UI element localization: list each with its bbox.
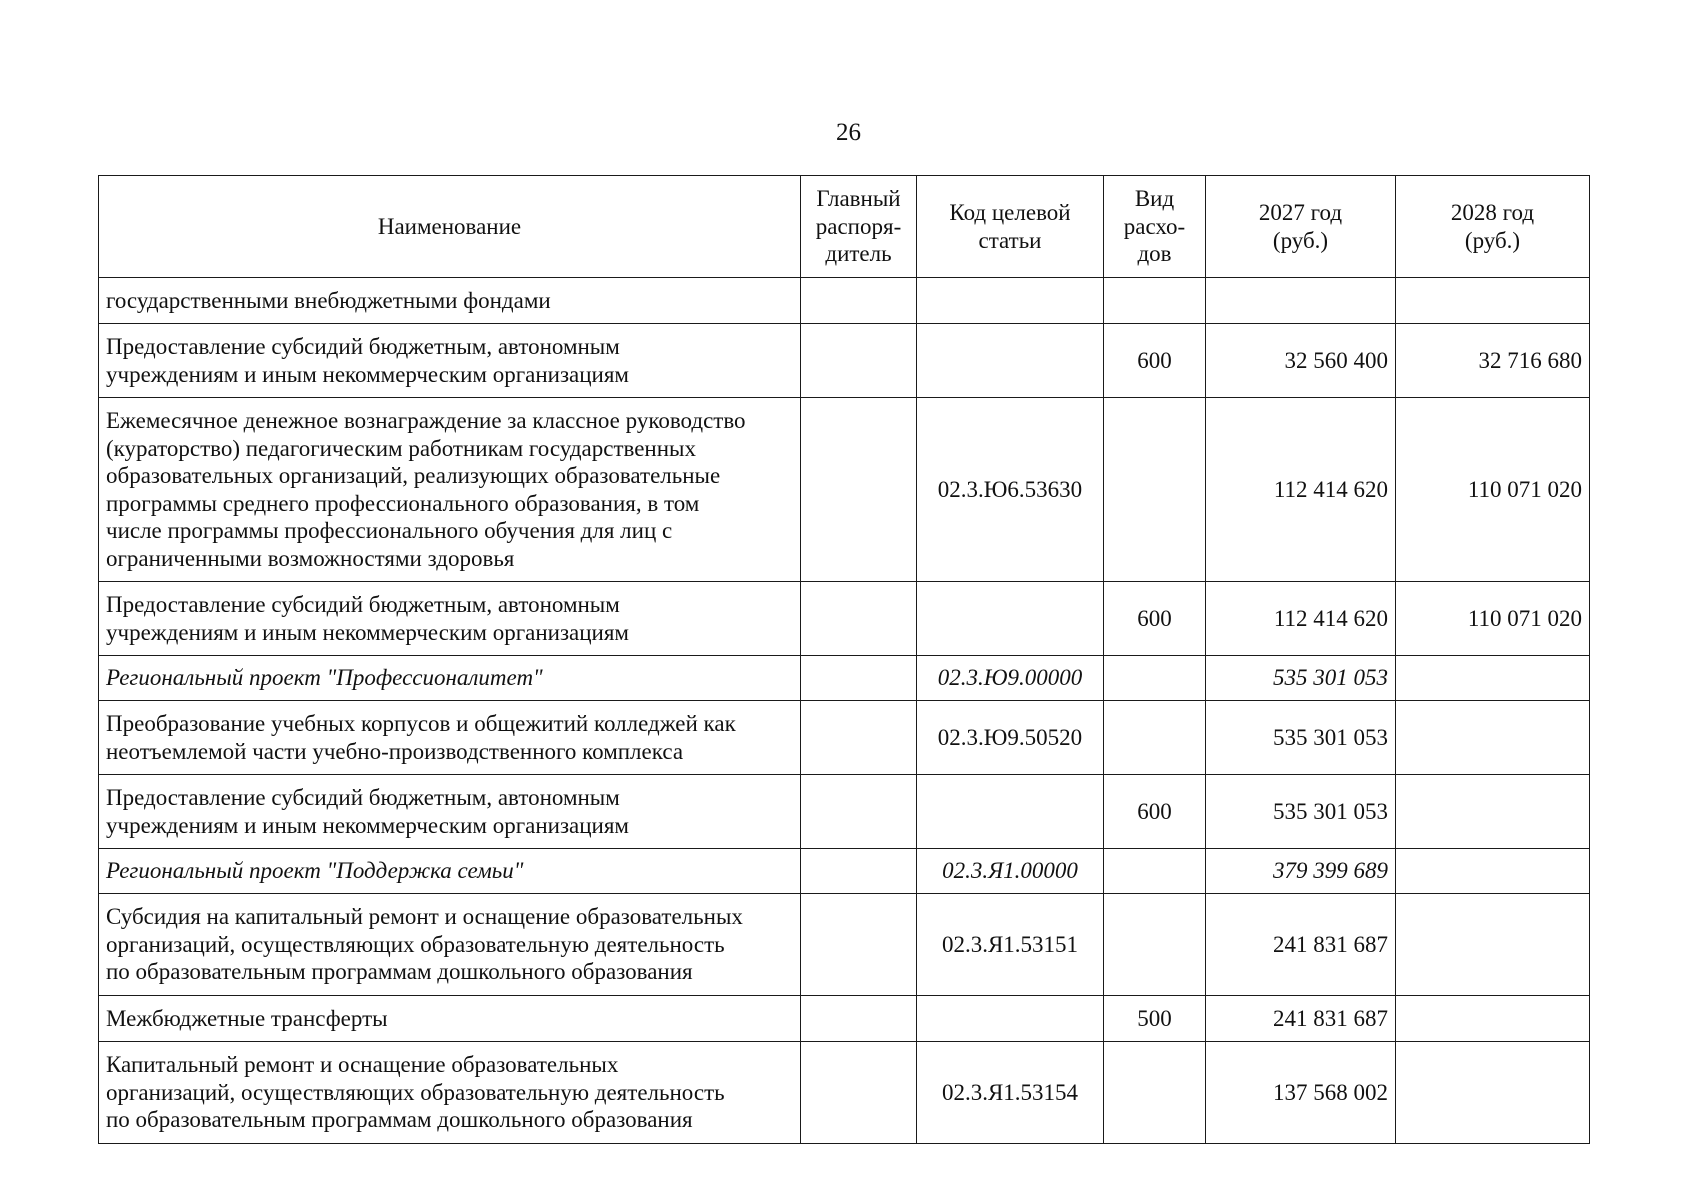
year-2027-cell: 379 399 689 bbox=[1206, 849, 1396, 894]
year-2027-cell: 112 414 620 bbox=[1206, 582, 1396, 656]
table-row bbox=[99, 775, 1590, 849]
target-code-cell bbox=[917, 278, 1104, 324]
target-code-cell: 02.3.Я1.00000 bbox=[917, 849, 1104, 894]
target-code-cell: 02.3.Ю9.00000 bbox=[917, 656, 1104, 701]
target-code-cell bbox=[917, 324, 1104, 398]
main-manager-cell bbox=[801, 894, 917, 996]
main-manager-cell bbox=[801, 278, 917, 324]
year-2027-cell bbox=[1206, 278, 1396, 324]
expense-type-cell bbox=[1104, 1042, 1206, 1144]
name-cell: государственными внебюджетными фондами bbox=[99, 278, 801, 324]
header-expense-type: Вид расхо- дов bbox=[1104, 176, 1206, 278]
main-manager-cell bbox=[801, 324, 917, 398]
table-row bbox=[99, 701, 1590, 775]
year-2028-cell bbox=[1396, 278, 1590, 324]
expense-type-cell bbox=[1104, 278, 1206, 324]
target-code-cell: 02.3.Ю6.53630 bbox=[917, 398, 1104, 582]
main-manager-cell bbox=[801, 582, 917, 656]
expense-type-cell bbox=[1104, 656, 1206, 701]
table-row bbox=[99, 894, 1590, 996]
name-cell: Преобразование учебных корпусов и общежитий колледжей как неотъемлемой части учебно-производственного комплекса bbox=[99, 701, 801, 775]
table-row bbox=[99, 996, 1590, 1042]
name-cell: Предоставление субсидий бюджетным, автономным учреждениям и иным некоммерческим организациям bbox=[99, 324, 801, 398]
expense-type-cell bbox=[1104, 894, 1206, 996]
header-name: Наименование bbox=[99, 176, 801, 278]
expense-type-cell bbox=[1104, 398, 1206, 582]
year-2027-cell: 535 301 053 bbox=[1206, 701, 1396, 775]
table-row bbox=[99, 398, 1590, 582]
year-2028-cell: 32 716 680 bbox=[1396, 324, 1590, 398]
header-year-2027: 2027 год (руб.) bbox=[1206, 176, 1396, 278]
main-manager-cell bbox=[801, 701, 917, 775]
main-manager-cell bbox=[801, 398, 917, 582]
table-row bbox=[99, 278, 1590, 324]
name-cell: Субсидия на капитальный ремонт и оснащение образовательных организаций, осуществляющих образовательную деятельность по образовательным программам дошкольного образования bbox=[99, 894, 801, 996]
year-2027-cell: 535 301 053 bbox=[1206, 775, 1396, 849]
year-2028-cell: 110 071 020 bbox=[1396, 582, 1590, 656]
table-row bbox=[99, 582, 1590, 656]
expense-type-cell: 600 bbox=[1104, 582, 1206, 656]
target-code-cell: 02.3.Я1.53151 bbox=[917, 894, 1104, 996]
main-manager-cell bbox=[801, 656, 917, 701]
header-main-manager: Главный распоря- дитель bbox=[801, 176, 917, 278]
name-cell: Предоставление субсидий бюджетным, автономным учреждениям и иным некоммерческим организациям bbox=[99, 582, 801, 656]
expense-type-cell bbox=[1104, 849, 1206, 894]
expense-type-cell: 500 bbox=[1104, 996, 1206, 1042]
main-manager-cell bbox=[801, 775, 917, 849]
year-2027-cell: 535 301 053 bbox=[1206, 656, 1396, 701]
target-code-cell: 02.3.Ю9.50520 bbox=[917, 701, 1104, 775]
target-code-cell bbox=[917, 996, 1104, 1042]
table-row bbox=[99, 656, 1590, 701]
main-manager-cell bbox=[801, 849, 917, 894]
header-year-2028: 2028 год (руб.) bbox=[1396, 176, 1590, 278]
table-header-row bbox=[99, 176, 1590, 278]
year-2027-cell: 241 831 687 bbox=[1206, 996, 1396, 1042]
year-2028-cell bbox=[1396, 849, 1590, 894]
table-body bbox=[99, 278, 1590, 1144]
name-cell: Межбюджетные трансферты bbox=[99, 996, 801, 1042]
expense-type-cell bbox=[1104, 701, 1206, 775]
target-code-cell: 02.3.Я1.53154 bbox=[917, 1042, 1104, 1144]
year-2028-cell bbox=[1396, 656, 1590, 701]
name-cell: Предоставление субсидий бюджетным, автономным учреждениям и иным некоммерческим организациям bbox=[99, 775, 801, 849]
name-cell: Капитальный ремонт и оснащение образовательных организаций, осуществляющих образовательную деятельность по образовательным программам дошкольного образования bbox=[99, 1042, 801, 1144]
table-row bbox=[99, 1042, 1590, 1144]
year-2027-cell: 241 831 687 bbox=[1206, 894, 1396, 996]
year-2027-cell: 112 414 620 bbox=[1206, 398, 1396, 582]
expense-type-cell: 600 bbox=[1104, 324, 1206, 398]
year-2028-cell bbox=[1396, 894, 1590, 996]
header-target-code: Код целевой статьи bbox=[917, 176, 1104, 278]
year-2027-cell: 32 560 400 bbox=[1206, 324, 1396, 398]
target-code-cell bbox=[917, 775, 1104, 849]
year-2028-cell bbox=[1396, 1042, 1590, 1144]
name-cell: Региональный проект "Профессионалитет" bbox=[99, 656, 801, 701]
year-2027-cell: 137 568 002 bbox=[1206, 1042, 1396, 1144]
table-row bbox=[99, 849, 1590, 894]
year-2028-cell bbox=[1396, 996, 1590, 1042]
budget-table bbox=[98, 175, 1590, 1144]
year-2028-cell: 110 071 020 bbox=[1396, 398, 1590, 582]
name-cell: Региональный проект "Поддержка семьи" bbox=[99, 849, 801, 894]
page-number: 26 bbox=[836, 119, 861, 146]
target-code-cell bbox=[917, 582, 1104, 656]
expense-type-cell: 600 bbox=[1104, 775, 1206, 849]
year-2028-cell bbox=[1396, 775, 1590, 849]
name-cell: Ежемесячное денежное вознаграждение за классное руководство (кураторство) педагогическим работникам государственных образовательных организаций, реализующих образовательные программы среднего профессионального образования, в том числе программы профессионального обучения для лиц с ограниченными возможностями здоровья bbox=[99, 398, 801, 582]
main-manager-cell bbox=[801, 996, 917, 1042]
table-row bbox=[99, 324, 1590, 398]
year-2028-cell bbox=[1396, 701, 1590, 775]
main-manager-cell bbox=[801, 1042, 917, 1144]
